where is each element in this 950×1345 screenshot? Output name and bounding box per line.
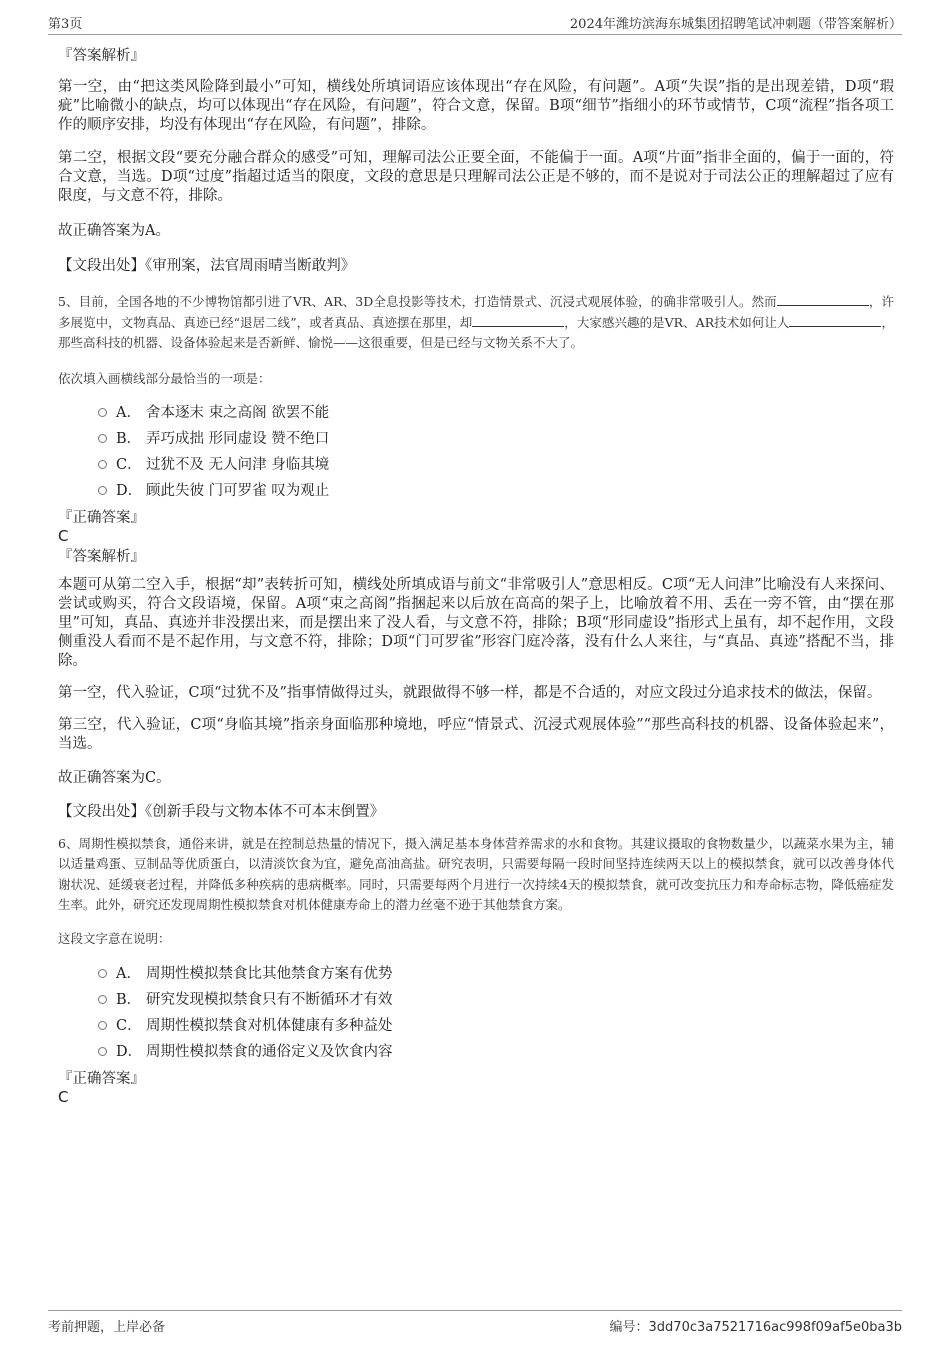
q5-options: [58, 400, 894, 504]
q4-conclusion: 故正确答案为A。: [58, 223, 170, 239]
q6-prompt: 这段文字意在说明：: [58, 930, 171, 946]
q5-analysis-p1: 本题可从第二空入手，根据“却”表转折可知，横线处所填成语与前文“非常吸引人”意思相反。C项“无人问津”比喻没有人来探问、尝试或购买，符合文段语境，保留。A项“束之高阁”指捆起来以后放在高高的架子上，比喻放着不用、丢在一旁不管，由“摆在那里”可知，真品、真迹并非没摆出来，而是摆出来了没人看，与文意不符，排除；B项“形同虚设”指形式上虽有，却不起作用，文段侧重没人看而不是不起作用，与文意不符，排除；D项“门可罗雀”形容门庭冷落，没有什么人来往，与“真品、真迹”搭配不当，排除。: [58, 576, 894, 669]
q5-blank-2: [472, 314, 564, 327]
q5-analysis-label: 『答案解析』: [58, 548, 145, 565]
radio-icon[interactable]: [98, 969, 107, 978]
main-content: [58, 46, 894, 1105]
radio-icon[interactable]: [98, 408, 107, 417]
q5-option-b[interactable]: B． 弄巧成拙 形同虚设 赞不绝口: [98, 426, 894, 452]
radio-icon[interactable]: [98, 1021, 107, 1030]
q5-answer: C: [58, 526, 69, 545]
q4-analysis-p2: 第二空，根据文段“要充分融合群众的感受”可知，理解司法公正要全面，不能偏于一面。A项“片面”指非全面的，偏于一面的，符合文意，当选。D项“过度”指超过适当的限度，文段的意思是只理解司法公正是不够的，而不是说对于司法公正的理解超过了应有限度，与文意不符，排除。: [58, 150, 894, 204]
page-header: [48, 12, 902, 35]
radio-icon[interactable]: [98, 995, 107, 1004]
q6-stem: 6、周期性模拟禁食，通俗来讲，就是在控制总热量的情况下，摄入满足基本身体营养需求的水和食物。其建议摄取的食物数量少，以蔬菜水果为主，辅以适量鸡蛋、豆制品等优质蛋白，以清淡饮食为宜，避免高油高盐。研究表明，只需要每隔一段时间坚持连续两天以上的模拟禁食，就可以改善身体代谢状况、延缓衰老过程，并降低多种疾病的患病概率。同时，只需要每两个月进行一次持续4天的模拟禁食，就可改变抗压力和寿命标志物，降低癌症发生率。此外，研究还发现周期性模拟禁食对机体健康寿命上的潜力丝毫不逊于其他禁食方案。: [58, 835, 894, 912]
q6-option-d[interactable]: D． 周期性模拟禁食的通俗定义及饮食内容: [98, 1039, 894, 1065]
page-number: 第3页: [48, 17, 83, 32]
q5-answer-label: 『正确答案』: [58, 509, 145, 526]
document-code: 编号：3dd70c3a7521716ac998f09af5e0ba3b: [609, 1319, 902, 1335]
q5-analysis-p3: 第三空，代入验证，C项“身临其境”指亲身面临那种境地，呼应“情景式、沉浸式观展体验”“那些高科技的机器、设备体验起来”，当选。: [58, 716, 894, 752]
page-footer: [48, 1310, 902, 1339]
q6-options: [58, 961, 894, 1065]
q5-source: 【文段出处】《创新手段与文物本体不可本末倒置》: [58, 803, 385, 820]
q5-blank-3: [789, 314, 881, 327]
q5-conclusion: 故正确答案为C。: [58, 769, 171, 786]
q6-answer-label: 『正确答案』: [58, 1070, 145, 1087]
q4-analysis-p1: 第一空，由“把这类风险降到最小”可知，横线处所填词语应该体现出“存在风险，有问题”。A项“失误”指的是出现差错，D项“瑕疵”比喻微小的缺点，均可以体现出“存在风险，有问题”，符合文意，保留。B项“细节”指细小的环节或情节，C项“流程”指各项工作的顺序安排，均没有体现出“存在风险，有问题”，排除。: [58, 79, 894, 133]
q5-option-d[interactable]: D． 顾此失彼 门可罗雀 叹为观止: [98, 478, 894, 504]
q4-analysis-label: 『答案解析』: [58, 48, 145, 64]
radio-icon[interactable]: [98, 486, 107, 495]
q4-source: 【文段出处】《审刑案，法官周雨晴当断敢判》: [58, 258, 356, 274]
footer-slogan: 考前押题，上岸必备: [48, 1319, 166, 1335]
q6-option-c[interactable]: C． 周期性模拟禁食对机体健康有多种益处: [98, 1013, 894, 1039]
radio-icon[interactable]: [98, 1047, 107, 1056]
q5-blank-1: [777, 293, 869, 306]
q5-stem: 5、目前，全国各地的不少博物馆都引进了VR、AR、3D全息投影等技术，打造情景式、沉浸式观展体验，的确非常吸引人。然而 ，许多展览中，文物真品、真迹已经“退居二线”，或者真品、真迹摆在那里，却 ，大家感兴趣的是VR、AR技术如何让人 ，那些高科技的机器、设备体验起来是否新鲜、愉悦——这很重要，但是已经与文物关系不大了。: [58, 294, 894, 350]
document-title: 2024年潍坊滨海东城集团招聘笔试冲刺题（带答案解析）: [569, 17, 902, 32]
q5-analysis-p2: 第一空，代入验证，C项“过犹不及”指事情做得过头，就跟做得不够一样，都是不合适的，对应文段过分追求技术的做法，保留。: [58, 684, 882, 701]
q5-prompt: 依次填入画横线部分最恰当的一项是：: [58, 370, 271, 386]
radio-icon[interactable]: [98, 460, 107, 469]
q6-option-b[interactable]: B． 研究发现模拟禁食只有不断循环才有效: [98, 987, 894, 1013]
radio-icon[interactable]: [98, 434, 107, 443]
q5-option-c[interactable]: C． 过犹不及 无人问津 身临其境: [98, 452, 894, 478]
q6-option-a[interactable]: A． 周期性模拟禁食比其他禁食方案有优势: [98, 961, 894, 987]
q5-option-a[interactable]: A． 舍本逐末 束之高阁 欲罢不能: [98, 400, 894, 426]
q6-answer: C: [58, 1087, 69, 1106]
